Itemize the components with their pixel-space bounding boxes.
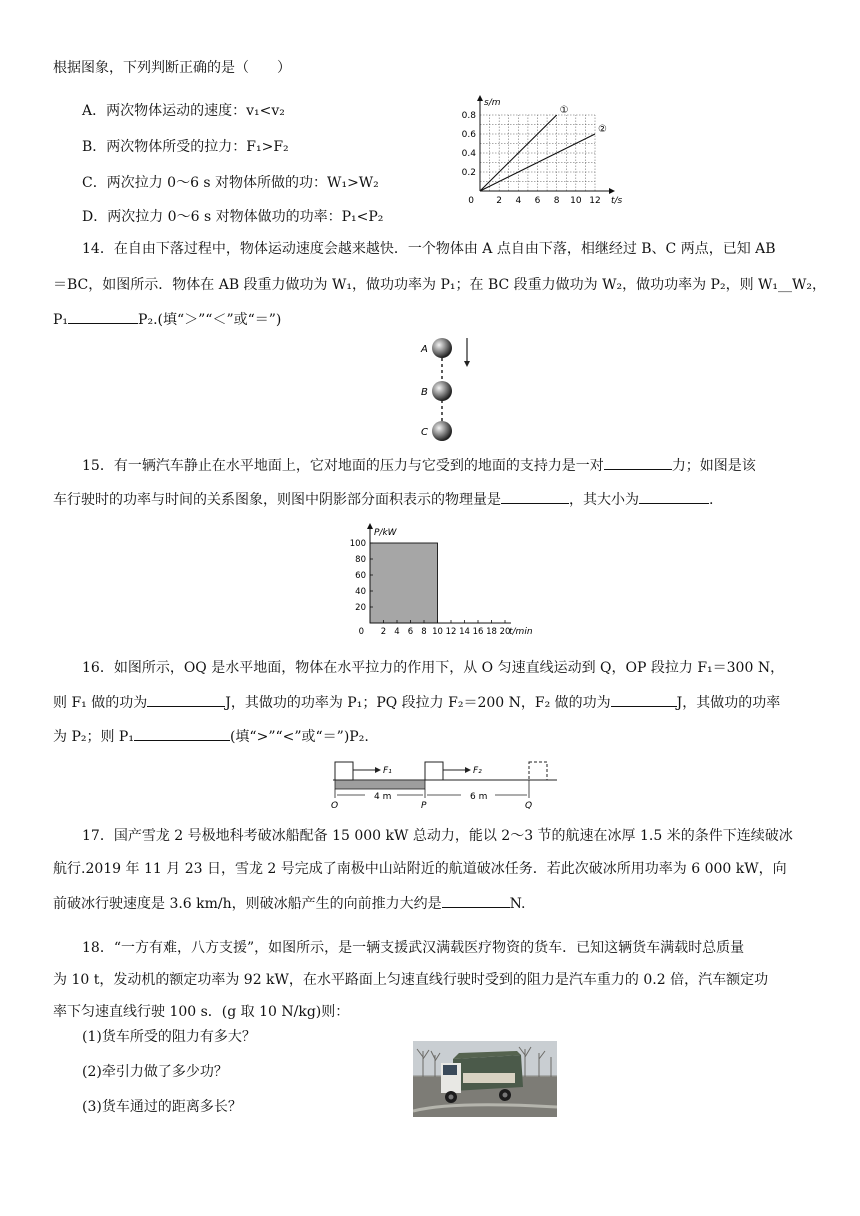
op-shaded-segment — [335, 780, 425, 789]
x-tick-label: 8 — [421, 627, 427, 637]
q13-option-b: B．两次物体所受的拉力：F₁>F₂ — [82, 139, 289, 155]
q15-blank-3[interactable] — [639, 488, 709, 504]
series-label-2: ② — [598, 124, 607, 135]
q18-line-3: 率下匀速直线行驶 100 s．(g 取 10 N/kg)则： — [53, 1004, 350, 1020]
q18-sub-1: (1)货车所受的阻力有多大？ — [82, 1029, 256, 1045]
q14-blank-p[interactable] — [68, 308, 138, 324]
x-tick-label: 18 — [486, 627, 497, 637]
block-at-p — [425, 762, 443, 780]
x-tick-label: 4 — [515, 196, 522, 206]
block-at-q — [529, 762, 547, 780]
ball-b — [432, 381, 452, 401]
q13-option-d: D．两次拉力 0～6 s 对物体做功的功率：P₁<P₂ — [82, 209, 384, 225]
x-tick-label: 10 — [432, 627, 443, 637]
y-axis-arrow-icon — [477, 95, 483, 101]
x-tick-label: 6 — [407, 627, 414, 637]
ball-c — [432, 421, 452, 441]
y-axis-label: P/kW — [374, 528, 397, 538]
q16-line-3: 为 P₂；则 P₁ (填“>”“<”或“＝”)P₂. — [53, 725, 369, 747]
x-tick-label: 8 — [553, 196, 560, 206]
block-at-o — [335, 762, 353, 780]
x-tick-label: 10 — [570, 196, 582, 206]
svg-text:4 m: 4 m — [374, 792, 392, 802]
q13-chart — [455, 85, 640, 210]
q14-falling-ball-figure — [410, 333, 480, 445]
y-tick-label: 80 — [355, 555, 366, 565]
origin-label: 0 — [358, 627, 364, 637]
q17-line-2: 航行.2019 年 11 月 23 日，雪龙 2 号完成了南极中山站附近的航道破冰任务．若此次破冰所用功率为 6 000 kW，向 — [53, 861, 787, 877]
q17-line-3: 前破冰行驶速度是 3.6 km/h，则破冰船产生的向前推力大约是 N. — [53, 892, 525, 914]
y-axis-arrow-icon — [367, 523, 373, 529]
y-tick-label: 0.4 — [461, 149, 476, 159]
q14-line-3 — [53, 308, 281, 330]
q15-line-2: 车行驶时的功率与时间的关系图象，则图中阴影部分面积表示的物理量是 ，其大小为 . — [53, 488, 713, 510]
x-tick-label: 6 — [534, 196, 541, 206]
q15-blank-1[interactable] — [604, 454, 672, 470]
y-tick-label: 40 — [355, 587, 366, 597]
q15-line-1: 15．有一辆汽车静止在水平地面上，它对地面的压力与它受到的地面的支持力是一对 力；如图是该 — [82, 454, 756, 476]
y-tick-label: 60 — [355, 571, 366, 581]
series-line-1 — [480, 115, 557, 191]
x-tick-label: 14 — [459, 627, 470, 637]
x-axis-arrow-icon — [609, 188, 615, 194]
q16-blank-1[interactable] — [147, 691, 225, 707]
q18-line-2: 为 10 t，发动机的额定功率为 92 kW，在水平路面上匀速直线行驶时受到的阻力是汽车重力的 0.2 倍，汽车额定功 — [53, 972, 769, 988]
x-tick-label: 2 — [380, 627, 387, 637]
ball-a — [432, 338, 452, 358]
q16-blank-3[interactable] — [134, 725, 230, 741]
label-a: A — [421, 344, 428, 355]
y-tick-label: 20 — [355, 603, 366, 613]
svg-text:6 m: 6 m — [470, 792, 488, 802]
x-tick-label: 4 — [394, 627, 400, 637]
x-tick-label: 2 — [496, 196, 503, 206]
x-tick-label: 16 — [472, 627, 484, 637]
q17-blank[interactable] — [442, 892, 510, 908]
q15-blank-2[interactable] — [501, 488, 569, 504]
q16-line-2: 则 F₁ 做的功为 J，其做功的功率为 P₁；PQ 段拉力 F₂＝200 N，F₂ 做的功为 J，其做功的功率 — [53, 691, 780, 713]
y-tick-label: 0.8 — [461, 111, 476, 121]
y-axis-label: s/m — [484, 98, 501, 108]
x-tick-label: 20 — [499, 627, 511, 637]
svg-text:F₁: F₁ — [383, 766, 392, 776]
q14-p2-label: P₂.(填“＞”“＜”或“＝”) — [138, 312, 282, 328]
y-tick-label: 100 — [349, 539, 366, 549]
q14-p1-label: P₁ — [53, 312, 69, 328]
q16-motion-figure — [325, 758, 565, 810]
q18-sub-3: (3)货车通过的距离多长？ — [82, 1099, 242, 1115]
q13-option-c: C．两次拉力 0～6 s 对物体所做的功：W₁>W₂ — [82, 175, 379, 191]
x-tick-label: 12 — [589, 196, 601, 206]
x-tick-label: 12 — [445, 627, 457, 637]
q13-option-a: A．两次物体运动的速度：v₁<v₂ — [82, 103, 285, 119]
series-label-1: ① — [559, 105, 569, 116]
svg-text:F₂: F₂ — [473, 766, 482, 776]
y-tick-label: 0.2 — [461, 168, 476, 178]
q17-line-1: 17．国产雪龙 2 号极地科考破冰船配备 15 000 kW 总动力，能以 2～3 节的航速在冰厚 1.5 米的条件下连续破冰 — [82, 828, 793, 844]
svg-text:O: O — [331, 801, 339, 810]
y-tick-label: 0.6 — [461, 130, 476, 140]
q15-chart — [335, 520, 535, 642]
q18-line-1: 18．“一方有难，八方支援”，如图所示，是一辆支援武汉满载医疗物资的货车．已知这辆货车满载时总质量 — [82, 940, 745, 956]
q14-line-2: ＝BC，如图所示．物体在 AB 段重力做功为 W₁，做功功率为 P₁；在 BC 段重力做功为 W₂，做功功率为 P₂，则 W₁__W₂， — [53, 277, 827, 293]
q13-stem: 根据图象，下列判断正确的是（ ） — [53, 60, 291, 76]
q14-line-1: 14．在自由下落过程中，物体运动速度会越来越快．一个物体由 A 点自由下落，相继经过 B、C 两点，已知 AB — [82, 241, 776, 257]
q16-blank-2[interactable] — [611, 691, 677, 707]
q16-line-1: 16．如图所示，OQ 是水平地面，物体在水平拉力的作用下，从 O 匀速直线运动到 Q，OP 段拉力 F₁＝300 N， — [82, 660, 785, 676]
svg-text:Q: Q — [525, 801, 533, 810]
truck-photo — [413, 1041, 557, 1117]
label-b: B — [421, 387, 428, 398]
x-axis-label: t/min — [509, 627, 533, 637]
q18-sub-2: (2)牵引力做了多少功？ — [82, 1064, 228, 1080]
shaded-area — [370, 543, 438, 623]
label-c: C — [421, 427, 428, 438]
origin-label: 0 — [468, 196, 474, 206]
svg-text:P: P — [421, 801, 427, 810]
x-axis-label: t/s — [611, 196, 623, 206]
